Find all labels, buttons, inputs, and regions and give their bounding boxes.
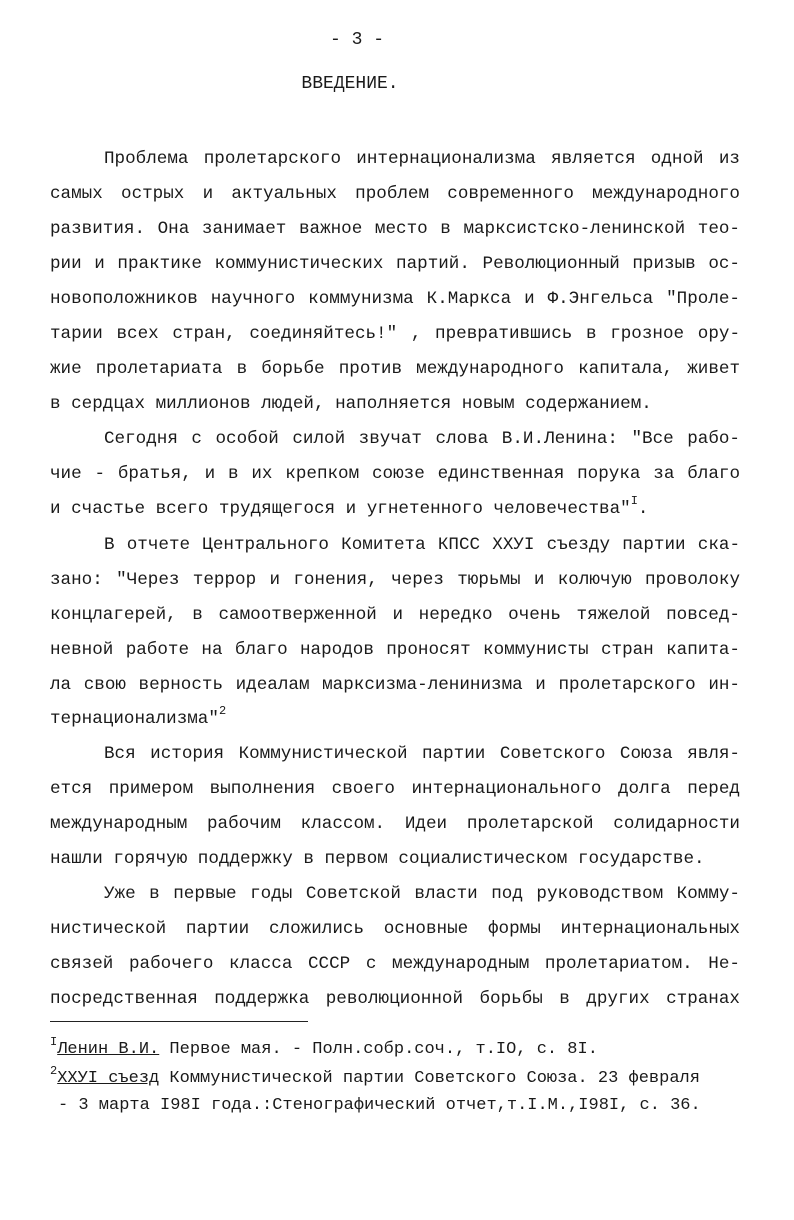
section-title: ВВЕДЕНИЕ. [301,74,399,94]
text-line: концлагерей, в самоотверженной и нередко очень тяжелой повсед- [50,605,740,625]
text-line: В отчете Центрального Комитета КПСС ХХУI съезду партии ска- [104,535,740,555]
period: . [637,499,649,519]
text-line: Сегодня с особой силой звучат слова В.И.Ленина: "Все рабо- [104,429,740,449]
text-line: ла свою верность идеалам марксизма-ленинизма и пролетарского ин- [50,675,740,695]
text-line: зано: "Через террор и гонения, через тюрьмы и колючую проволоку [50,570,740,590]
text-line: тернационализма" [50,709,219,729]
text-line: жие пролетариата в борьбе против международного капитала, живет [50,359,740,379]
footnote-1-mark: I [50,1035,58,1049]
footnote-2-text: Коммунистической партии Советского Союза. 23 февраля [159,1069,700,1088]
text-line: тарии всех стран, соединяйтесь!" , превратившись в грозное ору- [50,324,740,344]
text-line: связей рабочего класса СССР с международным пролетариатом. Не- [50,954,740,974]
text-line: новоположников научного коммунизма К.Маркса и Ф.Энгельса "Проле- [50,289,740,309]
text-line: нистической партии сложились основные формы интернациональных [50,919,740,939]
text-line: рии и практике коммунистических партий. Революционный призыв ос- [50,254,740,274]
footnote-1-author: Ленин В.И. [57,1040,160,1059]
footnote-ref-2: 2 [218,704,227,718]
text-line: посредственная поддержка революционной борьбы в других странах [50,989,740,1009]
footnote-2 [50,1064,700,1090]
footnote-divider [50,1021,308,1022]
footnote-2-continuation: - 3 марта I98I года.:Стенографический отчет,т.I.М.,I98I, с. 36. [58,1096,701,1115]
footnote-2-mark: 2 [50,1064,58,1078]
text-line: невной работе на благо народов проносят коммунисты стран капита- [50,640,740,660]
page-number: - 3 - [329,30,384,50]
text-line-with-ref [50,494,740,521]
footnote-1-text: Первое мая. - Полн.собр.соч., т.IO, с. 8I. [159,1040,598,1059]
text-line: международным рабочим классом. Идеи пролетарской солидарности [50,814,740,834]
text-line: Проблема пролетарского интернационализма является одной из [104,149,740,169]
text-line: Вся история Коммунистической партии Советского Союза явля- [104,744,740,764]
text-line: нашли горячую поддержку в первом социалистическом государстве. [50,849,705,869]
text-line: самых острых и актуальных проблем современного международного [50,184,740,204]
text-line: Уже в первые годы Советской власти под руководством Комму- [104,884,740,904]
text-line: и счастье всего трудящегося и угнетенного человечества" [50,499,631,519]
text-line: чие - братья, и в их крепком союзе единственная порука за благо [50,464,740,484]
footnote-1 [50,1035,598,1061]
text-line-with-ref [50,704,740,731]
text-line: в сердцах миллионов людей, наполняется новым содержанием. [50,394,652,414]
footnote-ref-1: I [630,494,638,508]
text-line: развития. Она занимает важное место в марксистско-ленинской тео- [50,219,740,239]
footnote-2-source: ХХУI съезд [57,1069,160,1088]
text-line: ется примером выполнения своего интернационального долга перед [50,779,740,799]
